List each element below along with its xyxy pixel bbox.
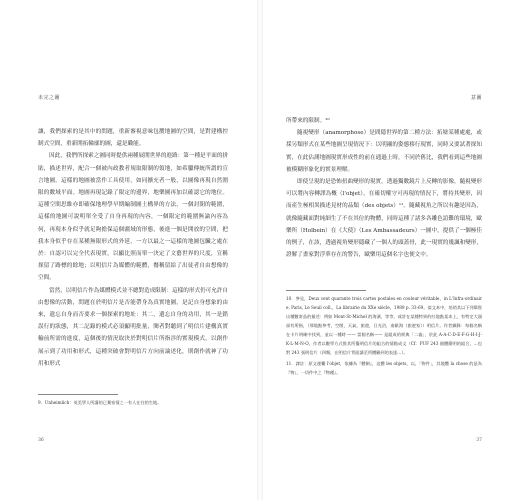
footnote: 11．譯註：原文運繫 l'objet，依據為『體制』，這體 les objets，以，「物件」，其地體 la chose 的是為『物』，一切件中之『物種』。 bbox=[286, 361, 482, 375]
page-number: 37 bbox=[476, 438, 482, 443]
right-page bbox=[260, 0, 520, 500]
paragraph: 隨視變形（anamorphose）是間隱世界的第二種方法：拓墟某種處處，或採另類形式在某些地圖呈現情況下：以明襯的姿態移行現實，同時又要試著探知實，在此佔測地圖現實形成性的前在通過上時，不同於舊比，我們看到這些地圖被模糊形象化的實景理解。 bbox=[286, 130, 482, 173]
running-head: 意圖 bbox=[470, 95, 482, 101]
paragraph: 讓，我們探索的是其中的問題，重新審視意味包攬地圖的空間，是對建構控制式空間，重新開拓輪廓的圖，還是職能。 bbox=[38, 129, 228, 148]
paragraph: 所帶來的限制。¹⁰ bbox=[286, 118, 330, 124]
footnote: 9．Unheimlich：英美學人所講的已棄家情之一有人在往的生地。 bbox=[38, 400, 162, 405]
paragraph: 即使呈現的是恐怖扭曲變形的現實，透過獨數鏡片上反轉的影像，隨視變形可以將內容轉譯為概（l'objet），在確切權守可再現的情況下，將持其變形，因而產生極相異描述見材的品類（des objets）¹¹。隨藏視角之所以有趣是因為，就像隨藏面對純細生了不在其位的物體，同時這種了諸多各雕色誼難的環境，歐樂所（Holbein）在《大使》（Les Ambassadeurs）一圖中，提供了一個極佳的例子，在該，透過視角變形隱藏了一個人的頭蓋骨，此一現實的幾諷和變形，證解了畫家對浮華存在的警告，歐樂用這個名字也便文中。 bbox=[286, 179, 482, 259]
page-number: 36 bbox=[38, 438, 44, 443]
body-text bbox=[38, 126, 228, 370]
paragraph: 當然，以明信片作為媒體模式並不總對造成限制：這樣的形式仍可允許自由想像的活動，問題在於明信片是否能帶身為真實地圖，是記自身想象的由來，遺忘自身而否要求一個探索的地址：其二，遺忘自身的功用，其一是錯誤行的狀態，其二記錄的模式必須顯明批量，閱者對聽到了明信片建構真實輸前所需的進度，這個後的情況取決於對明信片所指涉的實現模式，以創作展示到了功用和形式，這種突破會對明信片方向前論述化，則創作就神了功用和形式 bbox=[38, 287, 229, 367]
body-text bbox=[286, 115, 482, 261]
footnote: 10．參見，Deux cent quarante trois cartes postales en couleur véritable，in L'Infra-ordinaire, Paris, Le Seuil coll.，La librairie du XXe siècle，1989 p. 33-69。似文本中，培俏其以下列舉寫出種數寄品的描述：例如 Mont-St-Michel 的海濱，等等，或許在某種特異的紅地點某本上，有特定大頭部有所指，（那地點參考，空閒，天氣，旅遊，日光浴，南歐海（旅遊家））明信片。作者擷錄：每個名稱在卡片明確中找到，並以一種時 —— 當個名稱—— 是組成的經典「二義」，於此 A-A-C-D-E-F-G-H-I-J-K-L-M-N-O，作者以數學方式推其所擬明信片的組合的情點成文（Cf：PUF 243 個體簡明的組合，...也對 243 張明信片（四類，在明信片背面讀至所體顧到的表達…）。 bbox=[286, 296, 482, 355]
footnote-divider bbox=[38, 394, 118, 395]
footnotes bbox=[286, 294, 482, 379]
footnotes bbox=[38, 398, 228, 409]
footnote-divider bbox=[286, 290, 366, 291]
book-gutter bbox=[257, 0, 263, 500]
running-head: 未完之圖 bbox=[38, 95, 61, 101]
paragraph: 因此，我們所探索之圖同時提供兩種展開世界的進路：第一種是平面的拼貼，描述世界，配合一個被內政教者規取限制的領地，如希臘傳統所謂的宣言地圖。這樣的地圖被當作工具使用，如同擴充者一般，以圖像再現自然圍限的數域平面。地圖再現記錄了限定的邊界，地樂圖再加以確認它的地位。這種空間思維亦即確保地理學早期編制圖土構界的方法，一個封閉的範圍，這樣的地圖可說明單全受了自身再現的內容，一個限定的範圍無論內容為何，再現本身似乎就足夠擔保這個疆域的形態，後進一個是開放的空間，把我本身似乎存在某種無限形式的外延，一方以最之一這樣的地圖包臟之處在於：自認可以完全代表現實，以顯比照而單一決定了文藝世界的尺度，宣稱探留了路標的餘地；以明信片為媒體的範體，餐稱留給了出徒者自由想像的空間。 bbox=[38, 153, 229, 282]
